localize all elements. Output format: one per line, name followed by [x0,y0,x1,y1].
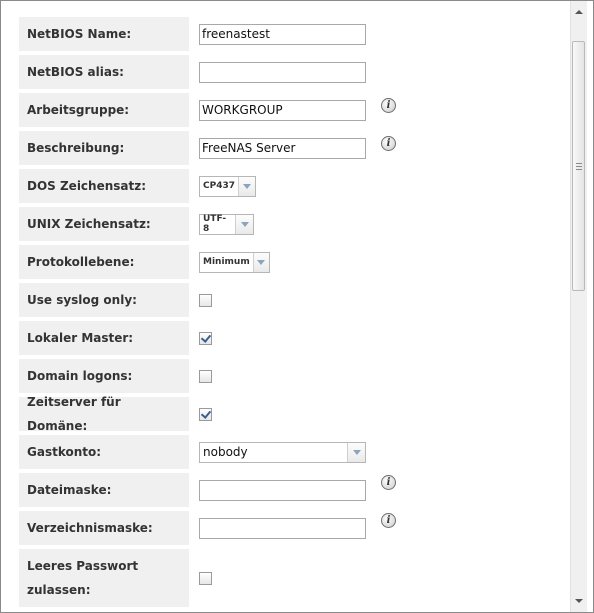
info-icon[interactable]: i [381,475,396,490]
guest-account-value: nobody [203,445,248,459]
syslog-only-checkbox[interactable] [199,294,212,307]
info-icon[interactable]: i [381,98,396,113]
dos-charset-select[interactable] [199,176,256,197]
log-level-label: Protokollebene: [19,245,189,279]
unix-charset-label: UNIX Zeichensatz: [19,207,189,241]
local-master-label: Lokaler Master: [19,321,189,355]
info-icon[interactable]: i [381,136,396,151]
syslog-only-label: Use syslog only: [19,283,189,317]
description-label: Beschreibung: [19,131,189,165]
domain-logons-checkbox[interactable] [199,370,212,383]
guest-account-select[interactable] [199,442,366,463]
netbios-alias-label: NetBIOS alias: [19,55,189,89]
netbios-alias-input[interactable] [199,62,366,83]
netbios-name-label: NetBIOS Name: [19,17,189,51]
unix-charset-select[interactable] [199,214,254,235]
row-file-mask [19,471,569,509]
chevron-down-icon[interactable] [253,253,269,272]
dir-mask-label: Verzeichnismaske: [19,511,189,545]
workgroup-label: Arbeitsgruppe: [19,93,189,127]
allow-empty-password-checkbox[interactable] [199,572,212,585]
unix-charset-value: UTF-8 [203,214,227,234]
file-mask-label: Dateimaske: [19,473,189,507]
row-log-level [19,243,569,281]
scrollbar-thumb[interactable] [572,41,585,291]
guest-account-label: Gastkonto: [19,435,189,469]
allow-empty-password-label: Leeres Passwort zulassen: [19,549,189,607]
cifs-settings-form [19,15,569,609]
dos-charset-label: DOS Zeichensatz: [19,169,189,203]
scroll-up-arrow-icon[interactable] [571,5,587,19]
row-allow-empty-password [19,547,569,609]
row-dir-mask [19,509,569,547]
log-level-select[interactable] [199,252,270,273]
workgroup-input[interactable] [199,100,366,121]
dir-mask-input[interactable] [199,518,366,539]
log-level-value: Minimum [203,257,250,267]
scroll-down-arrow-icon[interactable] [571,594,587,608]
chevron-down-icon[interactable] [347,443,365,462]
row-guest-account [19,433,569,471]
chevron-down-icon[interactable] [238,177,255,196]
dos-charset-value: CP437 [203,181,235,191]
row-netbios-alias [19,53,569,91]
description-input[interactable] [199,138,366,159]
row-local-master [19,319,569,357]
chevron-down-icon[interactable] [235,215,253,234]
row-netbios-name [19,15,569,53]
domain-logons-label: Domain logons: [19,359,189,393]
time-server-label: Zeitserver für Domäne: [19,397,189,431]
vertical-scrollbar[interactable] [570,1,587,612]
row-workgroup [19,91,569,129]
row-syslog-only [19,281,569,319]
row-description [19,129,569,167]
local-master-checkbox[interactable] [199,332,212,345]
time-server-checkbox[interactable] [199,408,212,421]
row-unix-charset [19,205,569,243]
grip-icon [576,163,582,170]
file-mask-input[interactable] [199,480,366,501]
row-dos-charset [19,167,569,205]
row-time-server [19,395,569,433]
netbios-name-input[interactable] [199,24,366,45]
info-icon[interactable]: i [381,513,396,528]
